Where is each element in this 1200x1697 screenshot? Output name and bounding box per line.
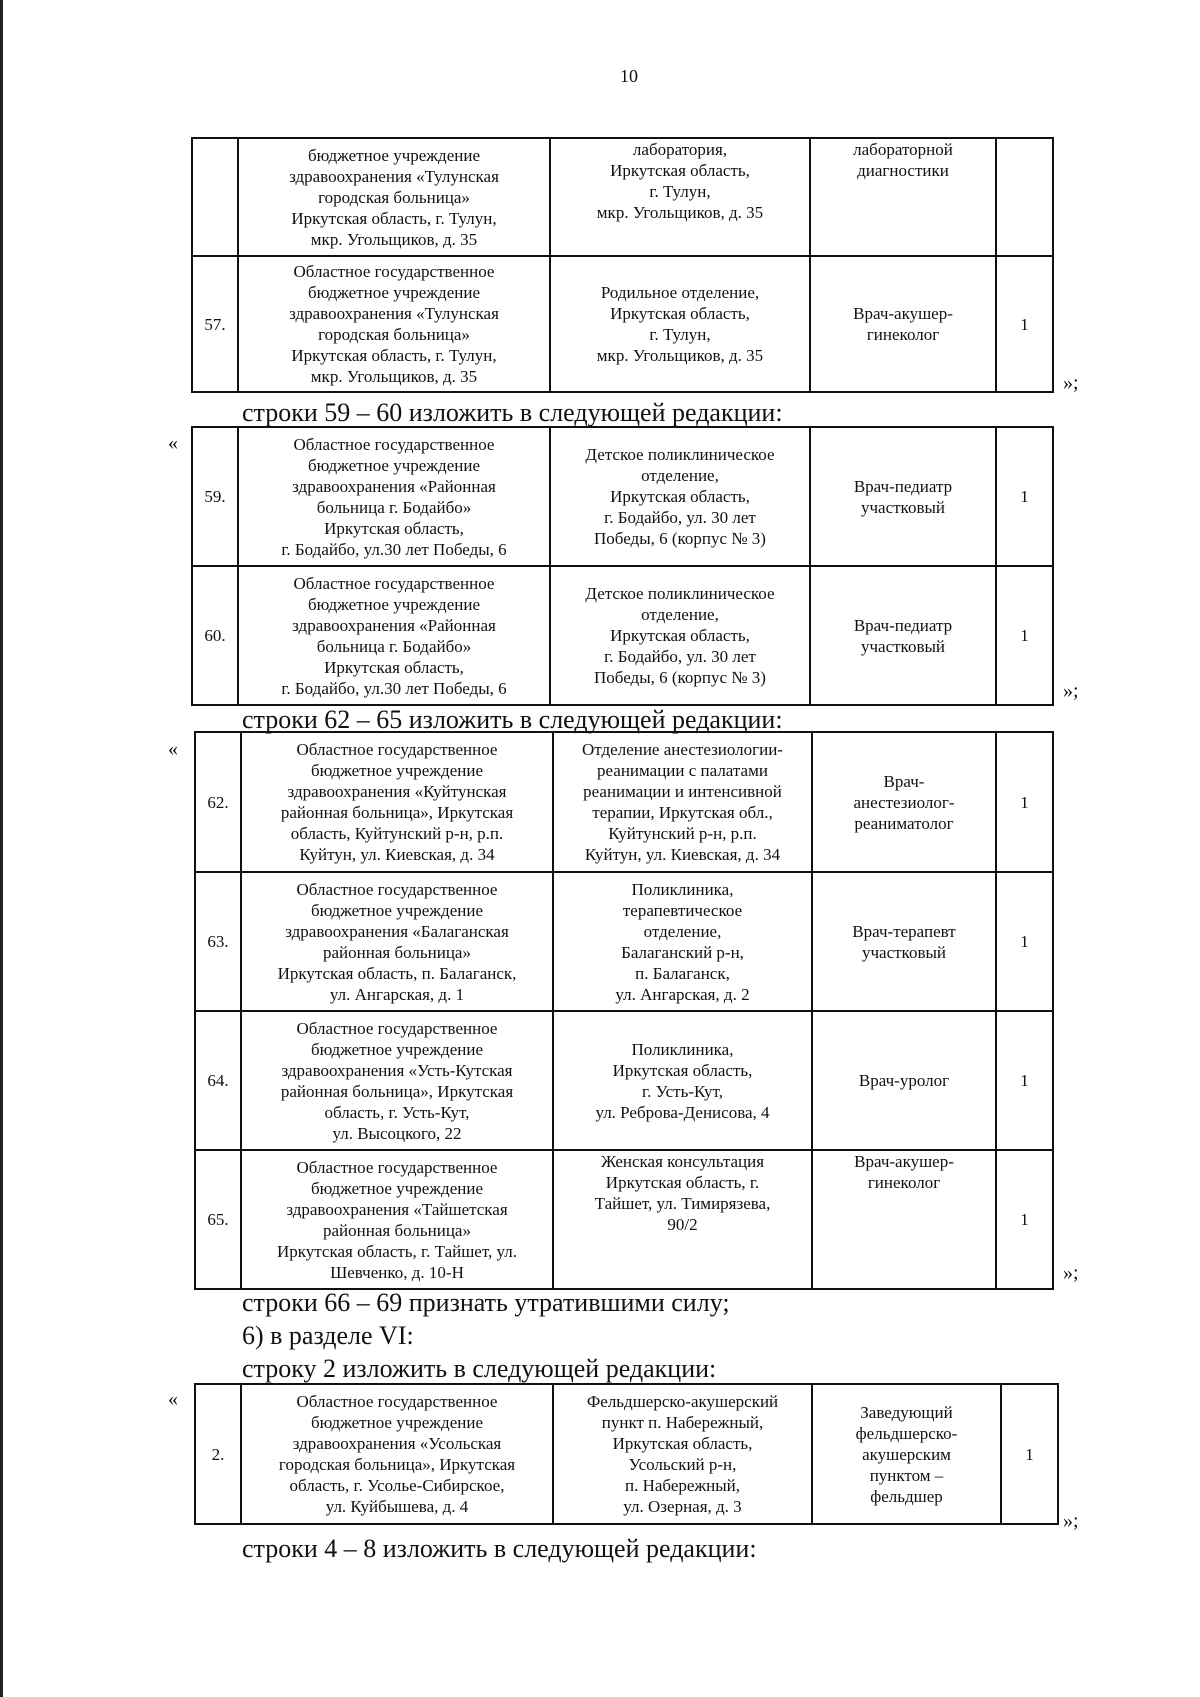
organization-line: Иркутская область, (324, 518, 464, 538)
unit-address-line: терапии, Иркутская обл., (592, 803, 773, 822)
row-number: 60. (204, 626, 226, 645)
unit-address-line: мкр. Угольщиков, д. 35 (596, 346, 764, 365)
organization-line: мкр. Угольщиков, д. 35 (310, 229, 478, 249)
row-number-cell (192, 427, 238, 566)
text-line-row-2: строку 2 изложить в следующей редакции: (242, 1354, 717, 1383)
table-row (192, 256, 1053, 392)
unit-address-cell (553, 872, 812, 1011)
organization-cell (241, 1150, 553, 1289)
position-line: фельдшер (870, 1486, 943, 1506)
unit-address-cell (550, 256, 810, 392)
unit-address-line: Иркутская область, (610, 626, 750, 645)
organization-line: здравоохранения «Районная (292, 615, 496, 635)
unit-address-cell (553, 1011, 812, 1150)
count: 1 (1020, 487, 1029, 506)
position-line: гинеколог (866, 325, 940, 344)
position-line: Врач-акушер- (853, 304, 953, 323)
heading-rows-62-65: строки 62 – 65 изложить в следующей редакции: (242, 705, 783, 734)
position-line: гинеколог (867, 1173, 941, 1192)
opening-quote-2: « (168, 432, 178, 454)
unit-address-line: Поликлиника, (631, 879, 734, 899)
table-row (195, 1011, 1053, 1150)
organization-line: бюджетное учреждение (310, 1413, 483, 1432)
organization-line: Иркутская область, г. Тайшет, ул. (276, 1241, 517, 1261)
organization-cell (238, 566, 550, 705)
unit-address-cell (553, 1150, 812, 1289)
position-cell (810, 566, 996, 705)
organization-cell (241, 732, 553, 872)
unit-address-line: ул. Реброва-Денисова, 4 (595, 1102, 770, 1122)
organization-line: Шевченко, д. 10-Н (330, 1262, 464, 1282)
position-cell (812, 872, 996, 1011)
organization-line: здравоохранения «Усть-Кутская (281, 1060, 513, 1080)
position-line: участковый (861, 942, 946, 962)
unit-address-line: Родильное отделение, (600, 283, 760, 302)
unit-address-line: Женская консультация (600, 1152, 765, 1171)
unit-address-cell (553, 732, 812, 872)
text-line-section-vi: 6) в разделе VI: (242, 1321, 414, 1350)
organization-line: здравоохранения «Тулунская (289, 166, 499, 186)
count: 1 (1020, 626, 1029, 645)
position-line: диагностики (857, 161, 949, 180)
position-cell (812, 1011, 996, 1150)
count: 1 (1020, 1071, 1029, 1090)
closing-quote-2: »; (1063, 680, 1079, 702)
scan-left-edge (0, 0, 3, 1697)
row-number-cell (195, 1011, 241, 1150)
position-cell (812, 1150, 996, 1289)
organization-line: г. Бодайбо, ул.30 лет Победы, 6 (281, 678, 507, 698)
unit-address-line: г. Бодайбо, ул. 30 лет (604, 647, 756, 666)
unit-address-line: Балаганский р-н, (621, 942, 744, 962)
unit-address-line: лаборатория, (632, 140, 728, 159)
row-number-cell (195, 872, 241, 1011)
unit-address-line: ул. Ангарская, д. 2 (615, 984, 750, 1004)
opening-quote-3: « (168, 738, 178, 760)
unit-address-line: 90/2 (667, 1215, 698, 1234)
count: 1 (1020, 1210, 1029, 1229)
table-section-2 (191, 426, 1054, 706)
unit-address-cell (550, 566, 810, 705)
organization-line: бюджетное учреждение (310, 761, 483, 780)
organization-line: область, г. Усолье-Сибирское, (289, 1476, 505, 1495)
table-row (192, 138, 1053, 256)
position-line: участковый (860, 497, 945, 517)
position-line: пунктом – (869, 1465, 944, 1485)
count-cell (996, 1011, 1053, 1150)
unit-address-cell (550, 427, 810, 566)
unit-address-line: Иркутская область, (610, 304, 750, 323)
unit-address-line: Детское поликлиническое (585, 584, 775, 603)
unit-address-cell (553, 1384, 812, 1524)
position-line: Врач- (883, 771, 925, 791)
table-section-4 (194, 1383, 1059, 1525)
organization-line: г. Бодайбо, ул.30 лет Победы, 6 (281, 539, 507, 559)
closing-quote-4: »; (1063, 1510, 1079, 1532)
organization-line: больница г. Бодайбо» (316, 636, 472, 656)
organization-line: Областное государственное (296, 1157, 498, 1177)
organization-line: бюджетное учреждение (307, 283, 480, 302)
closing-quote-3: »; (1063, 1262, 1079, 1284)
table-row (195, 872, 1053, 1011)
organization-line: область, Куйтунский р-н, р.п. (290, 824, 504, 843)
organization-line: бюджетное учреждение (310, 900, 483, 920)
count-cell (996, 138, 1053, 256)
unit-address-line: г. Тулун, (649, 325, 711, 344)
organization-line: городская больница» (318, 187, 470, 207)
page-number: 10 (620, 66, 638, 86)
unit-address-line: Победы, 6 (корпус № 3) (594, 529, 766, 548)
unit-address-line: отделение, (641, 466, 719, 485)
position-line: Заведующий (860, 1402, 953, 1422)
organization-line: Куйтун, ул. Киевская, д. 34 (299, 845, 495, 864)
organization-line: больница г. Бодайбо» (316, 497, 472, 517)
position-line: Врач-терапевт (852, 921, 956, 941)
row-number-cell (195, 732, 241, 872)
unit-address-line: терапевтическое (622, 900, 743, 920)
unit-address-line: п. Набережный, (624, 1476, 741, 1495)
count-cell (996, 427, 1053, 566)
organization-line: бюджетное учреждение (307, 455, 480, 475)
table-row (195, 1384, 1058, 1524)
count: 1 (1020, 792, 1029, 812)
position-cell (810, 427, 996, 566)
unit-address-line: Тайшет, ул. Тимирязева, (594, 1194, 771, 1213)
position-cell (812, 732, 996, 872)
row-number: 62. (207, 792, 229, 812)
unit-address-line: Детское поликлиническое (585, 445, 775, 464)
unit-address-cell (550, 138, 810, 256)
organization-line: Областное государственное (296, 1392, 498, 1411)
count-cell (1001, 1384, 1058, 1524)
unit-address-line: отделение, (641, 605, 719, 624)
unit-address-line: отделение, (643, 921, 722, 941)
organization-line: бюджетное учреждение (307, 594, 480, 614)
count-cell (996, 566, 1053, 705)
organization-line: ул. Куйбышева, д. 4 (325, 1497, 469, 1516)
organization-line: мкр. Угольщиков, д. 35 (310, 367, 478, 386)
organization-line: районная больница», Иркутская (280, 803, 514, 822)
row-number-cell (192, 566, 238, 705)
unit-address-line: п. Балаганск, (635, 963, 730, 983)
position-line: реаниматолог (854, 813, 954, 833)
table-row (195, 1150, 1053, 1289)
organization-line: Областное государственное (296, 879, 498, 899)
row-number-cell (195, 1150, 241, 1289)
organization-line: бюджетное учреждение (307, 145, 480, 165)
organization-line: Областное государственное (293, 434, 495, 454)
position-line: фельдшерско- (855, 1423, 958, 1443)
unit-address-line: ул. Озерная, д. 3 (623, 1497, 742, 1516)
count: 1 (1025, 1444, 1034, 1464)
organization-cell (238, 256, 550, 392)
organization-cell (241, 1011, 553, 1150)
organization-line: Иркутская область, г. Тулун, (291, 346, 497, 365)
table-section-1 (191, 137, 1054, 393)
position-cell (810, 256, 996, 392)
unit-address-line: г. Усть-Кут, (642, 1081, 723, 1101)
organization-line: районная больница» (323, 1220, 471, 1240)
text-line-rows-66-69: строки 66 – 69 признать утратившими силу; (242, 1288, 730, 1317)
unit-address-line: Поликлиника, (631, 1039, 734, 1059)
organization-line: городская больница», Иркутская (278, 1455, 516, 1474)
row-number: 2. (211, 1444, 225, 1464)
organization-cell (241, 872, 553, 1011)
organization-line: Областное государственное (293, 573, 495, 593)
unit-address-line: Иркутская область, (612, 1060, 753, 1080)
organization-line: Иркутская область, п. Балаганск, (277, 963, 517, 983)
heading-rows-59-60: строки 59 – 60 изложить в следующей редакции: (242, 398, 783, 427)
position-line: Врач-педиатр (853, 476, 953, 496)
unit-address-line: Фельдшерско-акушерский (586, 1392, 779, 1411)
organization-line: бюджетное учреждение (310, 1039, 483, 1059)
organization-line: здравоохранения «Районная (292, 476, 496, 496)
closing-quote-1: »; (1063, 372, 1079, 394)
organization-cell (238, 138, 550, 256)
unit-address-line: г. Тулун, (649, 182, 711, 201)
count: 1 (1020, 314, 1029, 334)
position-line: Врач-акушер- (854, 1152, 954, 1171)
row-number-cell (195, 1384, 241, 1524)
organization-line: районная больница», Иркутская (280, 1081, 514, 1101)
unit-address-line: Победы, 6 (корпус № 3) (594, 668, 766, 687)
table-row (192, 427, 1053, 566)
position-line: участковый (860, 636, 945, 656)
organization-line: область, г. Усть-Кут, (324, 1102, 470, 1122)
count-cell (996, 872, 1053, 1011)
unit-address-line: Куйтун, ул. Киевская, д. 34 (584, 845, 781, 864)
position-line: лабораторной (853, 140, 953, 159)
unit-address-line: Иркутская область, (610, 161, 750, 180)
row-number: 63. (207, 932, 229, 951)
organization-line: Областное государственное (296, 740, 498, 759)
row-number-cell (192, 256, 238, 392)
organization-line: здравоохранения «Куйтунская (287, 782, 507, 801)
opening-quote-4: « (168, 1388, 178, 1410)
organization-line: здравоохранения «Усольская (292, 1434, 502, 1453)
count: 1 (1020, 932, 1029, 951)
row-number: 57. (204, 314, 226, 334)
unit-address-line: Иркутская область, г. (605, 1173, 760, 1192)
position-line: Врач-педиатр (853, 615, 953, 635)
organization-cell (238, 427, 550, 566)
organization-line: Иркутская область, (324, 657, 464, 677)
row-number: 65. (207, 1210, 229, 1229)
organization-line: здравоохранения «Тайшетская (286, 1199, 508, 1219)
unit-address-line: реанимации с палатами (597, 761, 768, 780)
unit-address-line: Иркутская область, (612, 1434, 753, 1453)
row-number: 59. (204, 487, 226, 506)
unit-address-line: пункт п. Набережный, (601, 1413, 764, 1432)
position-line: акушерским (862, 1444, 951, 1464)
unit-address-line: Отделение анестезиологии- (582, 740, 783, 759)
organization-line: здравоохранения «Тулунская (289, 304, 499, 323)
unit-address-line: Усольский р-н, (628, 1455, 737, 1474)
position-cell (810, 138, 996, 256)
organization-line: бюджетное учреждение (310, 1178, 483, 1198)
table-row (192, 566, 1053, 705)
count-cell (996, 732, 1053, 872)
count-cell (996, 1150, 1053, 1289)
unit-address-line: мкр. Угольщиков, д. 35 (596, 203, 764, 222)
organization-line: Областное государственное (293, 262, 495, 281)
organization-cell (241, 1384, 553, 1524)
unit-address-line: Куйтунский р-н, р.п. (608, 824, 757, 843)
organization-line: Иркутская область, г. Тулун, (291, 208, 497, 228)
unit-address-line: реанимации и интенсивной (583, 782, 782, 801)
table-section-3 (194, 731, 1054, 1290)
organization-line: ул. Ангарская, д. 1 (329, 984, 465, 1004)
position-line: анестезиолог- (853, 792, 955, 812)
organization-line: городская больница» (318, 325, 470, 344)
organization-line: здравоохранения «Балаганская (285, 921, 509, 941)
organization-line: Областное государственное (296, 1018, 498, 1038)
organization-line: ул. Высоцкого, 22 (332, 1123, 462, 1143)
row-number: 64. (207, 1071, 229, 1090)
position-cell (812, 1384, 1001, 1524)
table-row (195, 732, 1053, 872)
organization-line: районная больница» (323, 942, 471, 962)
row-number-cell (192, 138, 238, 256)
position-line: Врач-уролог (858, 1071, 950, 1090)
heading-rows-4-8: строки 4 – 8 изложить в следующей редакции: (242, 1534, 757, 1563)
unit-address-line: Иркутская область, (610, 487, 750, 506)
unit-address-line: г. Бодайбо, ул. 30 лет (604, 508, 756, 527)
count-cell (996, 256, 1053, 392)
